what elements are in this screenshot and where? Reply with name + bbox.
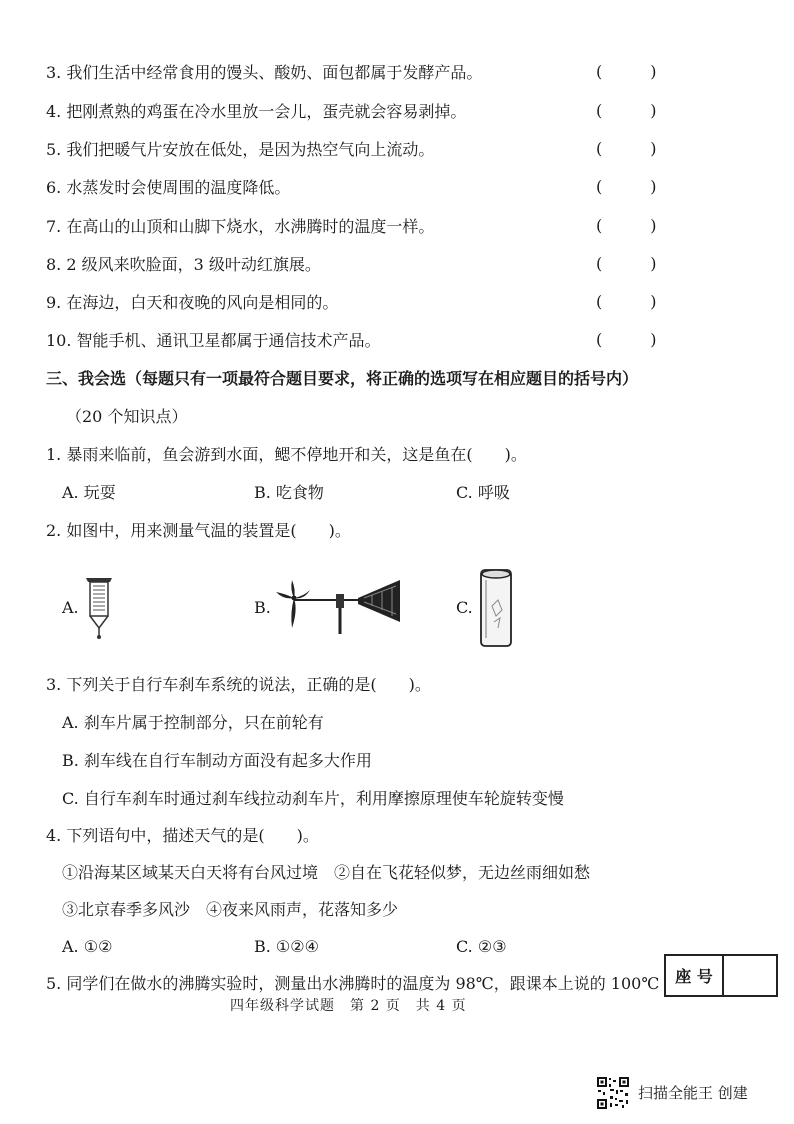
seat-number-label: 座 号	[666, 956, 724, 995]
wind-vane-figure	[272, 576, 406, 638]
qr-code-icon	[596, 1076, 630, 1110]
answer-paren-5: ( )	[596, 139, 657, 158]
question-2-option-b: B.	[254, 598, 271, 617]
answer-paren-8: ( )	[596, 254, 657, 273]
judgement-item-7: 7. 在高山的山顶和山脚下烧水，水沸腾时的温度一样。	[46, 217, 435, 236]
judgement-item-5: 5. 我们把暖气片安放在低处，是因为热空气向上流动。	[46, 140, 435, 159]
seat-number-field[interactable]	[724, 956, 776, 995]
question-1: 1. 暴雨来临前，鱼会游到水面，鳃不停地开和关，这是鱼在( )。	[46, 445, 527, 464]
question-1-option-a: A. 玩耍	[62, 483, 116, 502]
question-4-statements-2: ③北京春季多风沙 ④夜来风雨声，花落知多少	[62, 900, 399, 919]
question-4-statements-1: ①沿海某区域某天白天将有台风过境 ②自在飞花轻似梦，无边丝雨细如愁	[62, 863, 591, 882]
question-5: 5. 同学们在做水的沸腾实验时，测量出水沸腾时的温度为 98℃，跟课本上说的 100℃	[46, 974, 660, 993]
hanging-thermometer-figure	[82, 572, 116, 642]
question-2-option-a: A.	[62, 598, 79, 617]
seat-number-box	[664, 954, 778, 997]
scanner-watermark: 扫描全能王 创建	[638, 1084, 748, 1102]
question-4-option-a: A. ①②	[62, 937, 113, 956]
section-title: 三、我会选（每题只有一项最符合题目要求，将正确的选项写在相应题目的括号内）	[46, 369, 639, 388]
answer-paren-7: ( )	[596, 216, 657, 235]
question-2: 2. 如图中，用来测量气温的装置是( )。	[46, 521, 351, 540]
rain-gauge-figure	[478, 566, 514, 648]
judgement-item-4: 4. 把刚煮熟的鸡蛋在冷水里放一会儿，蛋壳就会容易剥掉。	[46, 102, 467, 121]
question-3-option-a: A. 刹车片属于控制部分，只在前轮有	[62, 713, 324, 732]
question-4: 4. 下列语句中，描述天气的是( )。	[46, 826, 319, 845]
section-subtitle: （20 个知识点）	[66, 407, 188, 426]
judgement-item-3: 3. 我们生活中经常食用的馒头、酸奶、面包都属于发酵产品。	[46, 63, 483, 82]
question-2-option-c: C.	[456, 598, 473, 617]
answer-paren-10: ( )	[596, 330, 657, 349]
question-3: 3. 下列关于自行车刹车系统的说法，正确的是( )。	[46, 675, 431, 694]
answer-paren-9: ( )	[596, 292, 657, 311]
question-4-option-b: B. ①②④	[254, 937, 319, 956]
answer-paren-3: ( )	[596, 62, 657, 81]
question-4-option-c: C. ②③	[456, 937, 507, 956]
answer-paren-4: ( )	[596, 101, 657, 120]
judgement-item-8: 8. 2 级风来吹脸面，3 级叶动红旗展。	[46, 255, 321, 274]
judgement-item-10: 10. 智能手机、通讯卫星都属于通信技术产品。	[46, 331, 381, 350]
question-1-option-b: B. 吃食物	[254, 483, 324, 502]
page-footer: 四年级科学试题 第 2 页 共 4 页	[230, 998, 467, 1014]
question-3-option-b: B. 刹车线在自行车制动方面没有起多大作用	[62, 751, 372, 770]
answer-paren-6: ( )	[596, 177, 657, 196]
judgement-item-9: 9. 在海边，白天和夜晚的风向是相同的。	[46, 293, 339, 312]
question-1-option-c: C. 呼吸	[456, 483, 510, 502]
question-3-option-c: C. 自行车刹车时通过刹车线拉动刹车片，利用摩擦原理使车轮旋转变慢	[62, 789, 564, 808]
judgement-item-6: 6. 水蒸发时会使周围的温度降低。	[46, 178, 291, 197]
